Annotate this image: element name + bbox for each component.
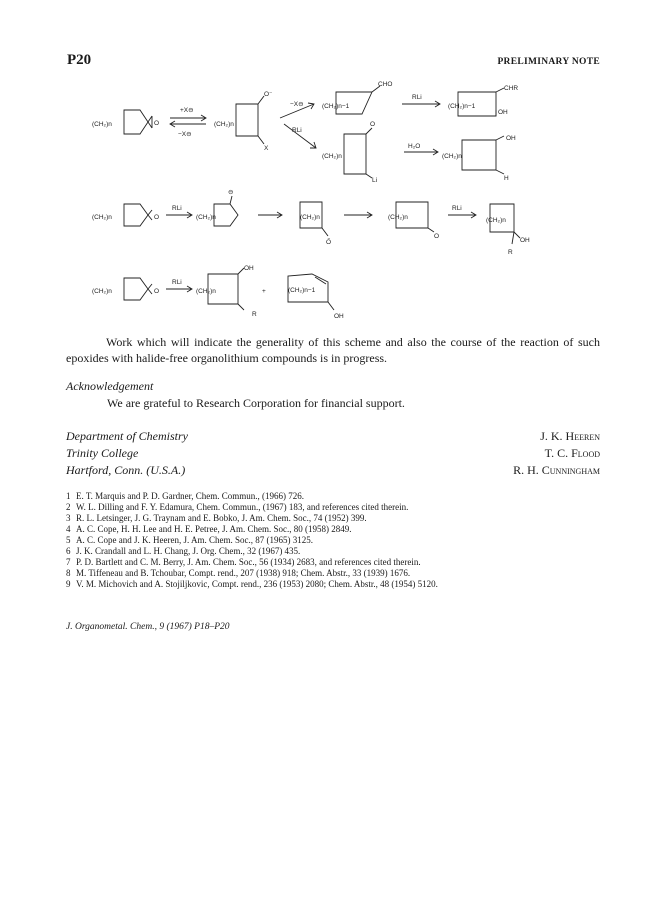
reference-item: 4 A. C. Cope, H. H. Lee and H. E. Petree, J. Am. Chem. Soc., 80 (1958) 2849.: [66, 524, 352, 534]
svg-text:RLi: RLi: [172, 279, 182, 286]
svg-text:(CH₂)n−1: (CH₂)n−1: [322, 103, 350, 110]
lithio-alkoxide-structure: [322, 121, 377, 184]
svg-text:OH: OH: [244, 265, 254, 272]
journal-citation: J. Organometal. Chem., 9 (1967) P18–P20: [66, 622, 230, 632]
svg-text:CHR: CHR: [504, 85, 519, 92]
author-name: J. K. Heeren: [540, 429, 600, 443]
reference-item: 6 J. K. Crandall and L. H. Chang, J. Org. Chem., 32 (1967) 435.: [66, 546, 301, 556]
svg-text:O: O: [154, 288, 160, 295]
svg-text:O: O: [434, 233, 440, 240]
svg-text:−X⊖: −X⊖: [290, 101, 304, 108]
equilibrium-arrows: [170, 107, 206, 138]
svg-text:O: O: [154, 214, 160, 221]
svg-text:OH: OH: [520, 237, 530, 244]
svg-text:OH: OH: [334, 313, 344, 320]
svg-text:O: O: [370, 121, 376, 128]
svg-text:−X⊖: −X⊖: [178, 131, 192, 138]
ring-aldehyde-structure: [322, 81, 392, 114]
affiliation-location: Hartford, Conn. (U.S.A.): [66, 463, 186, 477]
reference-item: 3 R. L. Letsinger, J. G. Traynam and E. Bobko, J. Am. Chem. Soc., 74 (1952) 399.: [66, 513, 367, 523]
carbene-alkoxide-structure: [300, 202, 331, 246]
epoxide-structure: [92, 110, 159, 134]
svg-text:(CH₂)n: (CH₂)n: [214, 121, 234, 128]
tertiary-alcohol-structure: [486, 204, 530, 256]
acknowledgement-heading: Acknowledgement: [66, 379, 154, 393]
svg-text:O: O: [154, 120, 160, 127]
ring-carbinol-structure: [448, 85, 518, 116]
author-name: T. C. Flood: [544, 446, 600, 460]
allylic-alcohol-structure: [288, 274, 344, 320]
reference-item: 5 A. C. Cope and J. K. Heeren, J. Am. Chem. Soc., 87 (1965) 3125.: [66, 535, 313, 545]
svg-text:Li: Li: [372, 177, 378, 184]
svg-text:(CH₂)n: (CH₂)n: [92, 121, 112, 128]
author-name: R. H. Cunningham: [513, 463, 600, 477]
affiliation-block: [66, 428, 188, 479]
svg-text:⊖: ⊖: [228, 189, 234, 196]
reference-item: 8 M. Tiffeneau and B. Tchoubar, Compt. rend., 207 (1938) 918; Chem. Abstr., 33 (1939) 1676.: [66, 568, 411, 578]
closing-paragraph: Work which will indicate the generality of this scheme and also the course of the reaction of such epoxides with halide-free organolithium compounds is in progress.: [66, 335, 600, 365]
svg-text:H₂O: H₂O: [408, 143, 421, 150]
svg-text:R: R: [508, 249, 513, 256]
cyclic-alcohol-structure: [442, 135, 516, 182]
svg-text:(CH₂)n−1: (CH₂)n−1: [448, 103, 476, 110]
svg-text:Ő: Ő: [326, 239, 332, 246]
reference-list: [66, 491, 438, 590]
running-title: PRELIMINARY NOTE: [497, 57, 600, 67]
reaction-scheme: [0, 0, 672, 330]
reference-item: 7 P. D. Bartlett and C. M. Berry, J. Am. Chem. Soc., 56 (1934) 2683, and references cited therein.: [66, 557, 421, 567]
svg-text:(CH₂)n: (CH₂)n: [388, 214, 408, 221]
svg-text:(CH₂)n: (CH₂)n: [486, 217, 506, 224]
svg-text:OH: OH: [506, 135, 516, 142]
svg-text:(CH₂)n: (CH₂)n: [92, 288, 112, 295]
svg-text:X: X: [264, 145, 269, 152]
reference-item: 1 E. T. Marquis and P. D. Gardner, Chem. Commun., (1966) 726.: [66, 491, 305, 501]
epoxide-structure-3: [92, 278, 159, 300]
epoxide-structure-2: [92, 204, 159, 226]
svg-text:(CH₂)n: (CH₂)n: [196, 288, 216, 295]
svg-text:RLi: RLi: [172, 205, 182, 212]
svg-text:(CH₂)n: (CH₂)n: [92, 214, 112, 221]
author-block: [513, 428, 600, 479]
affiliation-college: Trinity College: [66, 446, 139, 460]
svg-text:(CH₂)n: (CH₂)n: [442, 153, 462, 160]
halo-alkoxide-structure: [214, 91, 273, 152]
svg-text:OH: OH: [498, 109, 508, 116]
svg-text:RLi: RLi: [412, 94, 422, 101]
svg-text:O⁻: O⁻: [264, 91, 273, 98]
acknowledgement-text: We are grateful to Research Corporation for financial support.: [107, 396, 405, 410]
svg-text:CHO: CHO: [378, 81, 393, 88]
epoxide-anion-structure: [196, 189, 238, 226]
branch-arrows: [280, 101, 316, 148]
svg-text:+: +: [262, 288, 266, 295]
reference-item: 2 W. L. Dilling and F. Y. Edamura, Chem. Commun., (1967) 183, and references cited therein.: [66, 502, 409, 512]
reference-item: 9 V. M. Michovich and A. Stojiljkovic, Compt. rend., 236 (1953) 2080; Chem. Abstr., 48 (1954) 5120.: [66, 579, 438, 589]
svg-text:(CH₂)n: (CH₂)n: [300, 214, 320, 221]
cyclic-ketone-structure: [388, 202, 439, 240]
svg-text:+X⊖: +X⊖: [180, 107, 194, 114]
svg-text:(CH₂)n: (CH₂)n: [196, 214, 216, 221]
svg-text:RLi: RLi: [452, 205, 462, 212]
affiliation-department: Department of Chemistry: [66, 429, 188, 443]
svg-text:H: H: [504, 175, 509, 182]
page-number: P20: [67, 52, 92, 68]
svg-text:(CH₂)n−1: (CH₂)n−1: [288, 287, 316, 294]
svg-text:R: R: [252, 311, 257, 318]
trans-alcohol-structure: [196, 265, 257, 318]
svg-text:(CH₂)n: (CH₂)n: [322, 153, 342, 160]
svg-text:RLi: RLi: [292, 127, 302, 134]
